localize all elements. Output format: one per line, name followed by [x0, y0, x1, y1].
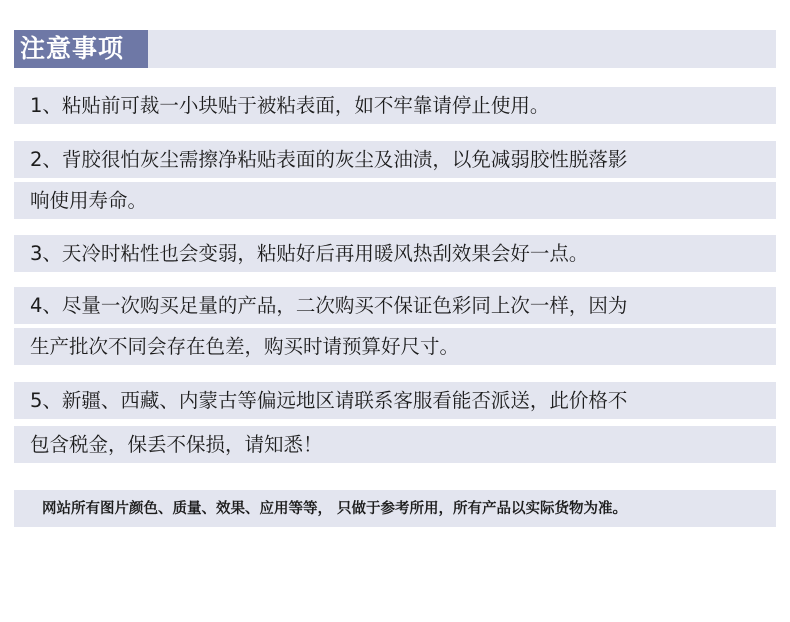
- note-2-line-2: 响使用寿命。: [30, 189, 148, 212]
- note-5-line-2: 包含税金，保丢不保损，请知悉！: [30, 433, 323, 456]
- note-1-line-1: 1、粘贴前可裁一小块贴于被粘表面，如不牢靠请停止使用。: [30, 94, 550, 117]
- note-4-line-2: 生产批次不同会存在色差，购买时请预算好尺寸。: [30, 335, 460, 358]
- note-5-line-1: 5、新疆、西藏、内蒙古等偏远地区请联系客服看能否派送，此价格不: [30, 389, 628, 412]
- section-title: 注意事项: [14, 30, 148, 68]
- note-2-line-1: 2、背胶很怕灰尘需擦净粘贴表面的灰尘及油渍，以免减弱胶性脱落影: [30, 148, 628, 171]
- note-3-line-1: 3、天冷时粘性也会变弱，粘贴好后再用暖风热刮效果会好一点。: [30, 242, 589, 265]
- note-4-line-1: 4、尽量一次购买足量的产品，二次购买不保证色彩同上次一样，因为: [30, 294, 628, 317]
- footer-disclaimer: 网站所有图片颜色、质量、效果、应用等等， 只做于参考所用，所有产品以实际货物为准。: [42, 501, 628, 517]
